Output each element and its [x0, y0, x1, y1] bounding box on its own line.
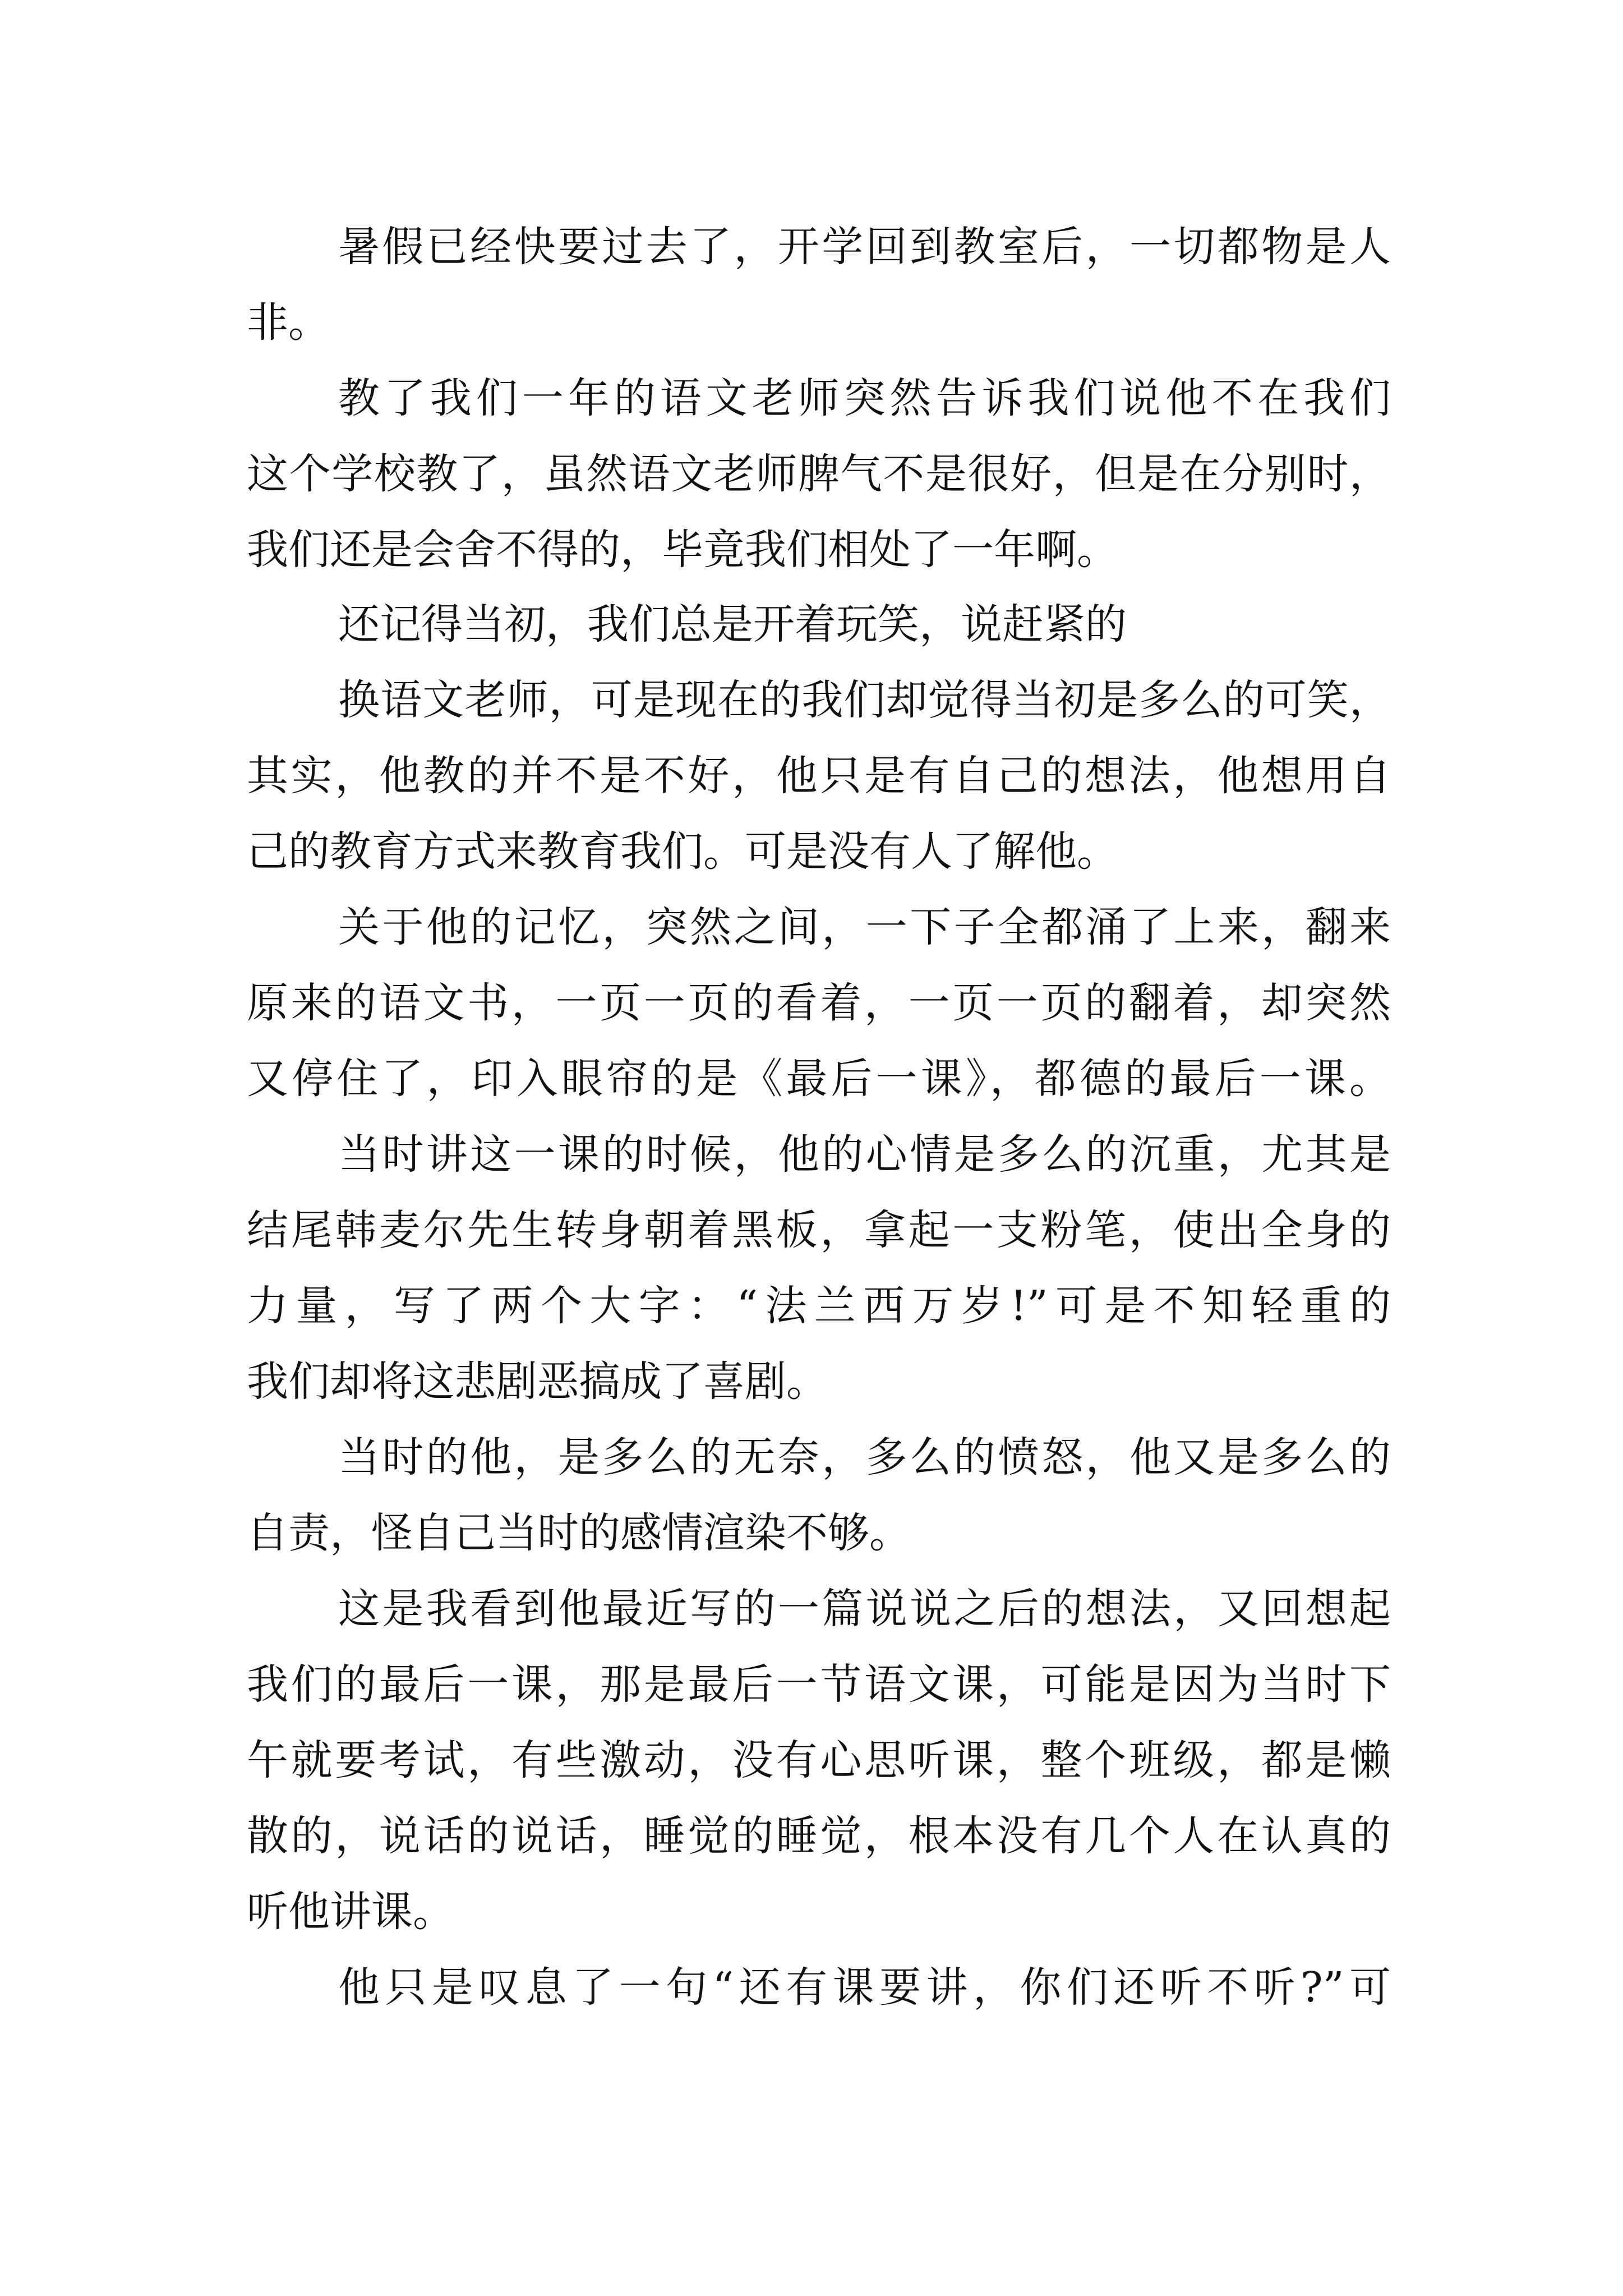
text-line: 换语文老师，可是现在的我们却觉得当初是多么的可笑， — [338, 676, 1391, 724]
text-line: 自责，怪自己当时的感情渲染不够。 — [247, 1509, 911, 1557]
text-line: 这是我看到他最近写的一篇说说之后的想法，又回想起 — [338, 1585, 1391, 1633]
text-line: 散的，说话的说话，睡觉的睡觉，根本没有几个人在认真的 — [247, 1812, 1391, 1860]
text-line: 听他讲课。 — [247, 1888, 454, 1936]
text-line: 午就要考试，有些激动，没有心思听课，整个班级，都是懒 — [247, 1736, 1391, 1784]
text-line: 当时讲这一课的时候，他的心情是多么的沉重，尤其是 — [338, 1130, 1391, 1179]
text-line: 原来的语文书，一页一页的看着，一页一页的翻着，却突然 — [247, 979, 1391, 1027]
text-line: 我们却将这悲剧恶搞成了喜剧。 — [247, 1358, 828, 1406]
text-line: 我们的最后一课，那是最后一节语文课，可能是因为当时下 — [247, 1660, 1391, 1709]
text-line: 其实，他教的并不是不好，他只是有自己的想法，他想用自 — [247, 752, 1391, 800]
text-line: 结尾韩麦尔先生转身朝着黑板，拿起一支粉笔，使出全身的 — [247, 1206, 1391, 1254]
text-line: 当时的他，是多么的无奈，多么的愤怒，他又是多么的 — [338, 1433, 1391, 1481]
text-line: 我们还是会舍不得的，毕竟我们相处了一年啊。 — [247, 526, 1118, 574]
text-line: 他只是叹息了一句“还有课要讲，你们还听不听?”可 — [338, 1963, 1391, 2012]
text-line: 力量，写了两个大字：“法兰西万岁!”可是不知轻重的 — [247, 1282, 1391, 1330]
text-line: 关于他的记忆，突然之间，一下子全都涌了上来，翻来 — [338, 903, 1391, 951]
text-line: 非。 — [247, 298, 330, 347]
text-line: 这个学校教了，虽然语文老师脾气不是很好，但是在分别时， — [247, 450, 1391, 498]
text-line: 教了我们一年的语文老师突然告诉我们说他不在我们 — [338, 374, 1391, 422]
text-line: 暑假已经快要过去了，开学回到教室后，一切都物是人 — [338, 223, 1391, 271]
text-line: 又停住了，印入眼帘的是《最后一课》，都德的最后一课。 — [247, 1055, 1391, 1103]
text-line: 己的教育方式来教育我们。可是没有人了解他。 — [247, 827, 1118, 876]
text-line: 还记得当初，我们总是开着玩笑，说赶紧的 — [338, 600, 1127, 648]
